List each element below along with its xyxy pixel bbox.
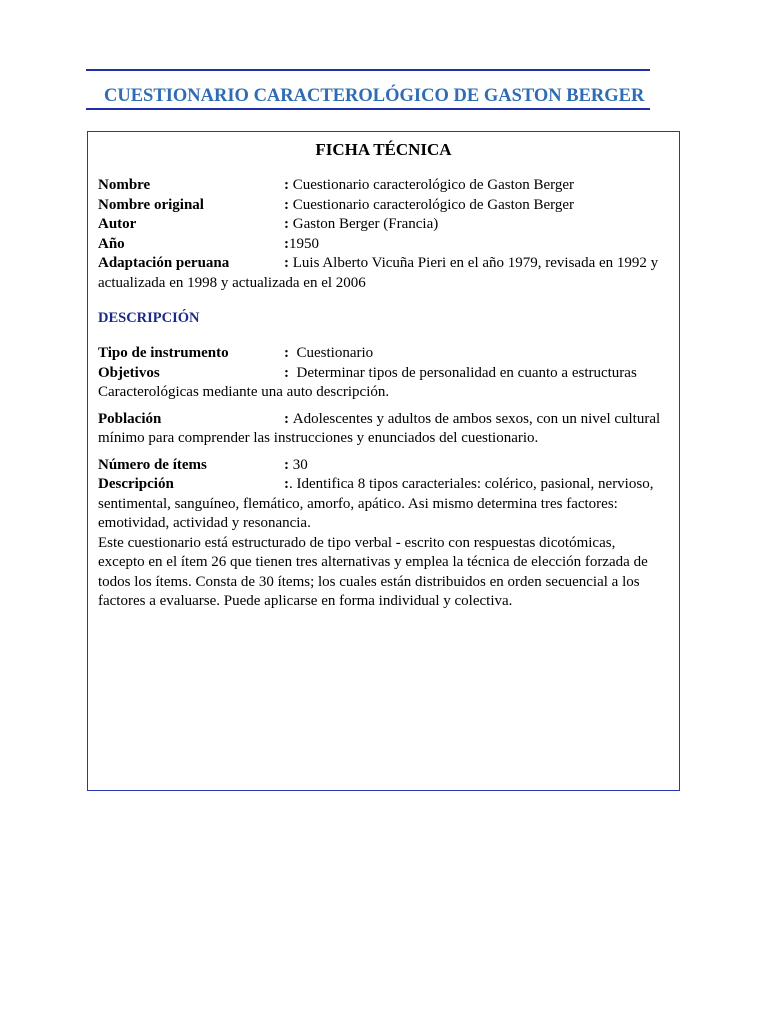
anio-row [98,235,669,255]
paragraph-line-2: excepto en el ítem 26 que tienen tres alternativas y emplea la técnica de elección forzada de [98,554,648,570]
numero-value: 30 [292,456,308,473]
descripcion-label: Descripción [98,476,174,492]
poblacion-row [98,410,669,430]
objetivos-value-1: Determinar tipos de personalidad en cuanto a estructuras [296,364,637,381]
descripcion-row [98,475,669,495]
objetivos-row [98,364,669,384]
poblacion-value-1: Adolescentes y adultos de ambos sexos, con un nivel cultural [292,410,661,427]
poblacion-label: Población [98,410,162,427]
paragraph-line-1: Este cuestionario está estructurado de tipo verbal - escrito con respuestas dicotómicas, [98,534,616,551]
colon: : [284,196,293,213]
nombre-value: Cuestionario caracterológico de Gaston Berger [292,177,575,193]
title-underline [86,108,650,110]
adaptacion-continuation: actualizada en 1998 y actualizada en el 2006 [98,274,366,291]
autor-label: Autor [98,216,137,232]
document-title: CUESTIONARIO CARACTEROLÓGICO DE GASTON BERGER [104,86,645,106]
top-rule [86,69,650,71]
autor-row [98,215,669,235]
descripcion-line-3: emotividad, actividad y resonancia. [98,515,311,531]
colon: : [284,476,289,492]
ficha-title: FICHA TÉCNICA [315,140,452,159]
colon: : [284,255,293,271]
autor-value: Gaston Berger (Francia) [292,216,439,232]
nombre-original-label: Nombre original [98,196,204,213]
ficha-box [87,131,680,791]
paragraph-line-3: todos los ítems. Consta de 30 ítems; los cuales están distribuidos en orden secuencial a los [98,573,640,590]
adaptacion-label: Adaptación peruana [98,255,230,271]
adaptacion-row [98,254,669,274]
colon: : [284,364,297,381]
tipo-row [98,344,669,364]
objetivos-continuation: Caracterológicas mediante una auto descripción. [98,384,390,400]
paragraph-line-4: factores a evaluarse. Puede aplicarse en forma individual y colectiva. [98,593,513,609]
descripcion-value-1: . Identifica 8 tipos caracteriales: colérico, pasional, nervioso, [289,476,654,492]
tipo-label: Tipo de instrumento [98,345,229,361]
objetivos-label: Objetivos [98,364,160,381]
colon: : [284,456,293,473]
colon: : [284,177,293,193]
numero-label: Número de ítems [98,456,207,473]
colon: : [284,410,293,427]
nombre-label: Nombre [98,177,151,193]
numero-row [98,456,669,476]
adaptacion-value-1: Luis Alberto Vicuña Pieri en el año 1979, revisada en 1992 y [292,255,659,271]
descripcion-line-2: sentimental, sanguíneo, flemático, amorfo, apático. Asi mismo determina tres factores: [98,495,618,512]
nombre-original-value: Cuestionario caracterológico de Gaston Berger [292,196,575,213]
nombre-original-row [98,196,669,216]
colon: : [284,216,293,232]
anio-value: 1950 [289,235,319,252]
colon: : [284,235,289,252]
tipo-value: Cuestionario [296,345,374,361]
anio-label: Año [98,235,125,252]
colon: : [284,345,297,361]
descripcion-heading: DESCRIPCIÓN [98,310,200,326]
nombre-row [98,176,669,196]
ficha-content [98,140,669,612]
poblacion-continuation: mínimo para comprender las instrucciones y enunciados del cuestionario. [98,430,539,446]
